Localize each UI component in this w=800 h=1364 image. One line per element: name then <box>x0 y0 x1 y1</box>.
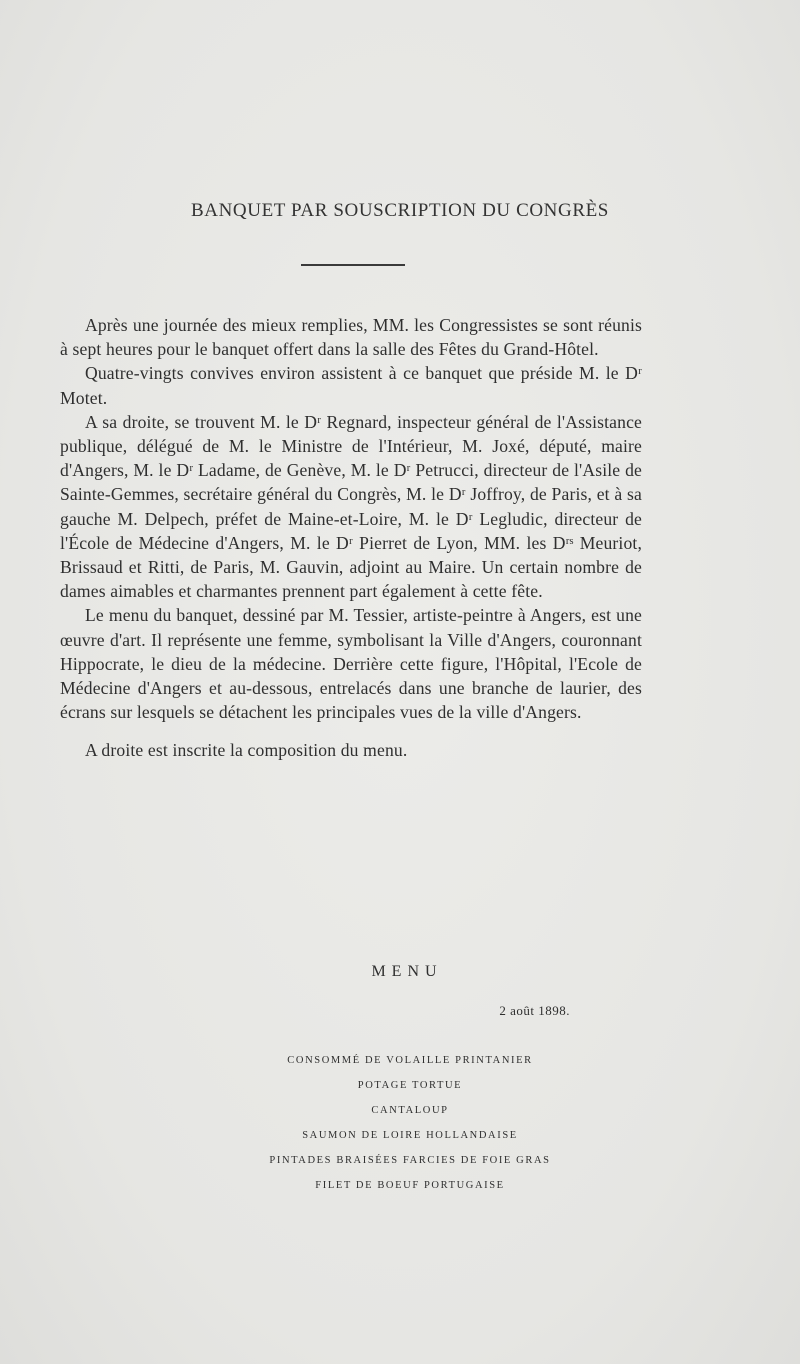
menu-item: POTAGE TORTUE <box>357 1080 463 1091</box>
page-title: BANQUET PAR SOUSCRIPTION DU CONGRÈS <box>191 200 609 221</box>
paragraph-seating: A sa droite, se trouvent M. le Dʳ Regnard, inspecteur général de l'Assistance publique, délégué de M. le Ministre de l'Intérieur, M. Joxé, député, maire d'Angers, M. le Dʳ Ladame, de Genève, M. le Dʳ Petrucci, directeur de l'Asile de Sainte-Gemmes, secrétaire général du Congrès, M. le Dʳ Joffroy, de Paris, et à sa gauche M. Delpech, préfet de Maine-et-Loire, M. le Dʳ Legludic, directeur de l'École de Médecine d'Angers, M. le Dʳ Pierret de Lyon, MM. les Dʳˢ Meuriot, Brissaud et Ritti, de Paris, M. Gauvin, adjoint au Maire. Un certain nombre de dames aimables et charmantes prennent part également à cette fête. <box>60 411 642 602</box>
paragraph-guests: Quatre-vingts convives environ assistent à ce banquet que préside M. le Dʳ Motet. <box>60 363 642 408</box>
menu-list <box>0 1048 800 1198</box>
paragraph-menu-card: Le menu du banquet, dessiné par M. Tessier, artiste-peintre à Angers, est une œuvre d'art. Il représente une femme, symbolisant la Ville d'Angers, couronnant Hippocrate, le dieu de la médecine. Derrière cette figure, l'Hôpital, l'Ecole de Médecine d'Angers et au-dessous, entrelacés dans une branche de laurier, des écrans sur lesquels se détachent les principales vues de la ville d'Angers. <box>60 605 642 723</box>
menu-item: CONSOMMÉ DE VOLAILLE PRINTANIER <box>287 1055 533 1066</box>
title-rule-divider <box>301 264 405 266</box>
menu-date: 2 août 1898. <box>499 1003 570 1018</box>
menu-item: CANTALOUP <box>371 1105 449 1116</box>
menu-heading: MENU <box>371 963 443 980</box>
paragraph-menu-intro: A droite est inscrite la composition du menu. <box>85 740 408 761</box>
menu-item: SAUMON DE LOIRE HOLLANDAISE <box>302 1130 518 1141</box>
menu-item: PINTADES BRAISÉES FARCIES DE FOIE GRAS <box>269 1155 551 1166</box>
paragraph-arrival: Après une journée des mieux remplies, MM. les Congressistes se sont réunis à sept heures pour le banquet offert dans la salle des Fêtes du Grand-Hôtel. <box>60 315 642 360</box>
report-body <box>60 313 642 763</box>
menu-item: FILET DE BOEUF PORTUGAISE <box>315 1180 505 1191</box>
